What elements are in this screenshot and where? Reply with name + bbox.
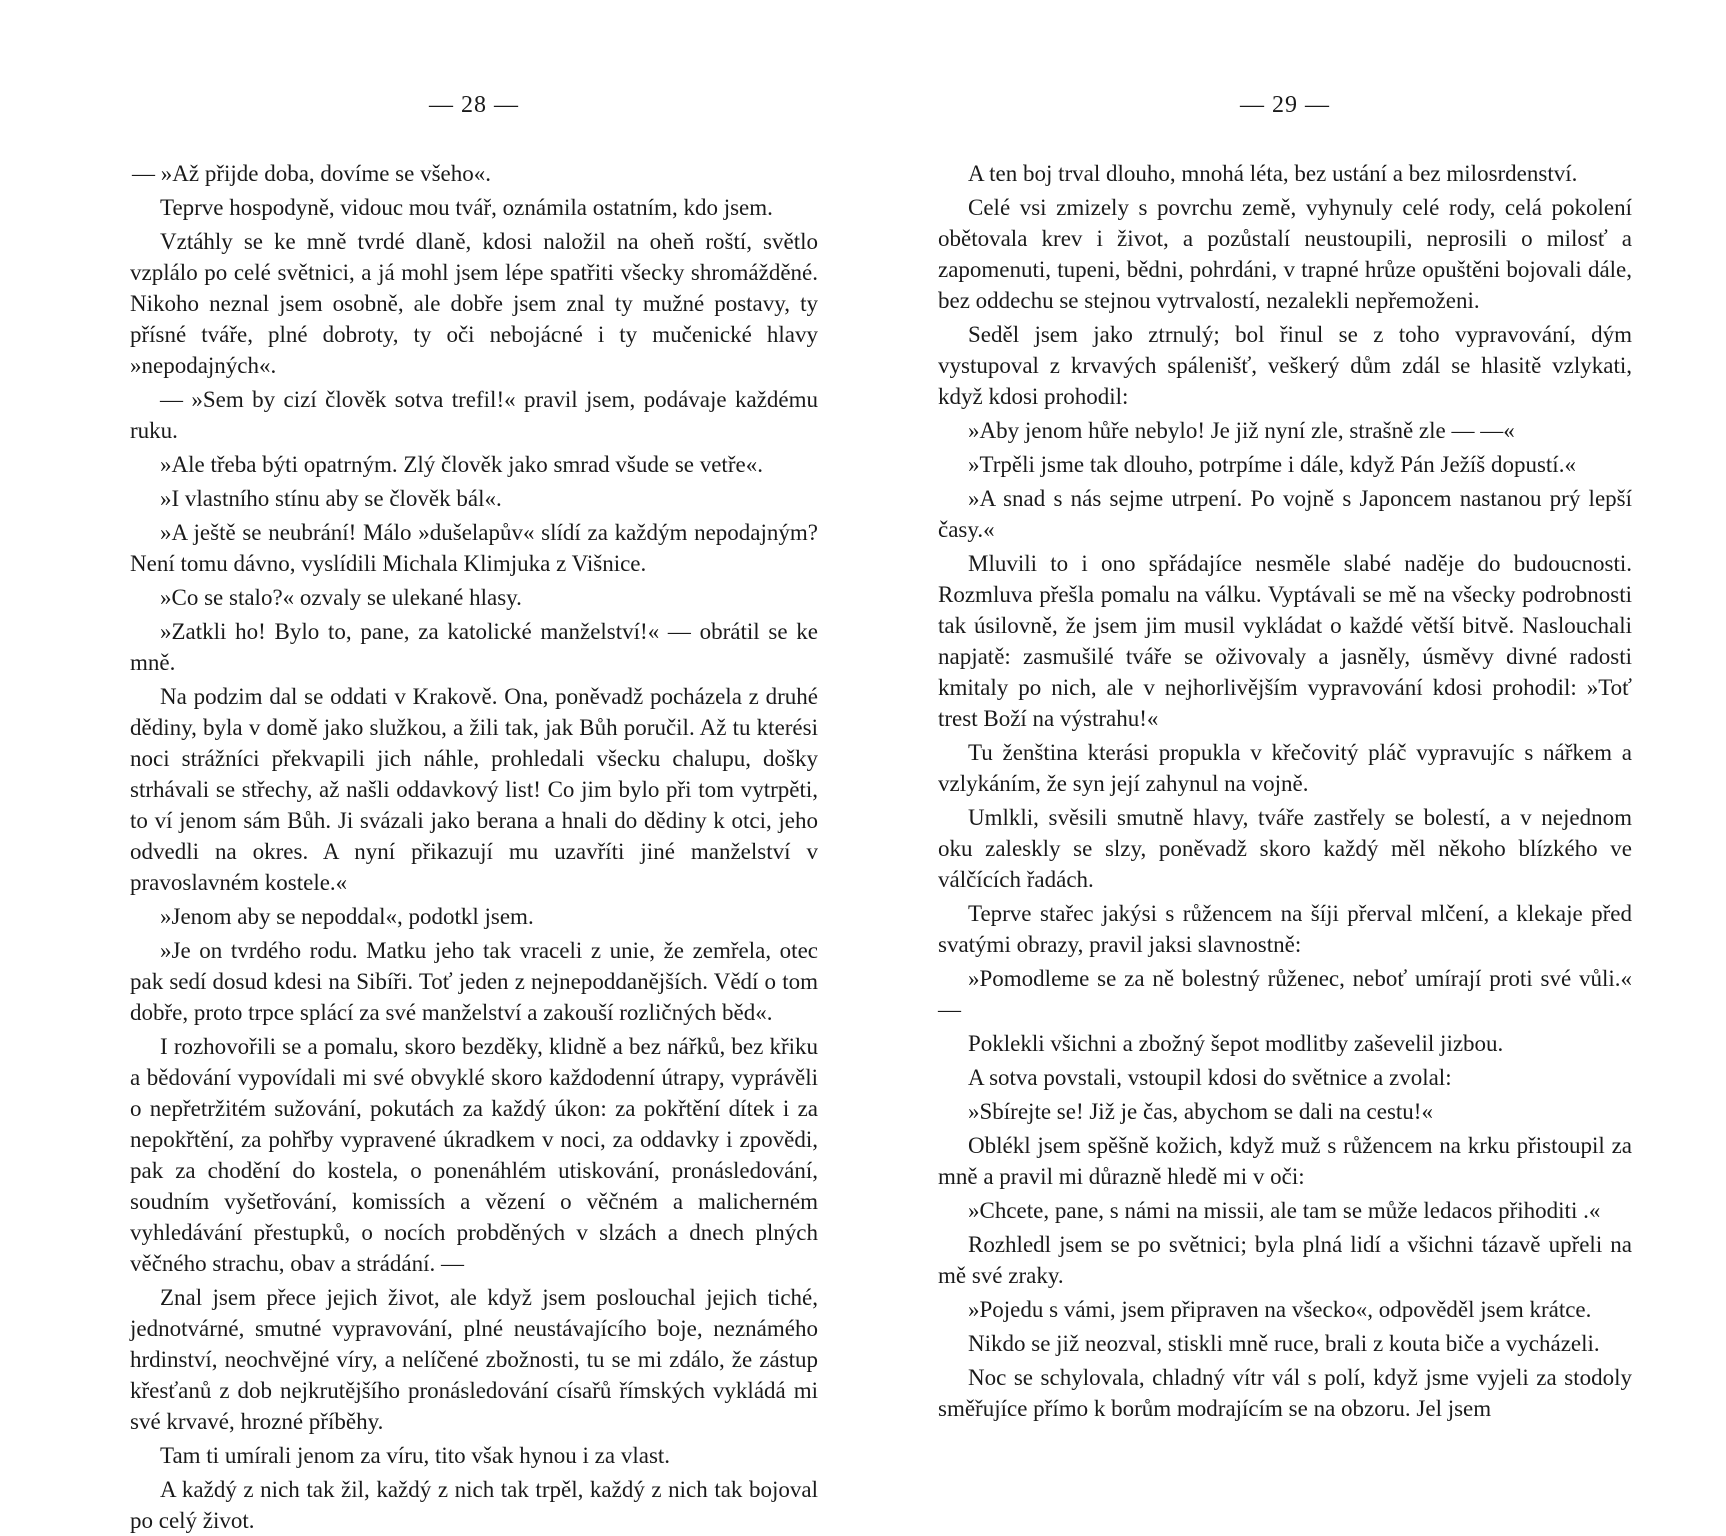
right-page — [938, 0, 1632, 1500]
left-page-number: — 28 — — [429, 92, 519, 118]
paragraph: Poklekli všichni a zbožný šepot modlitby zaševelil jizbou. — [968, 1031, 1504, 1056]
paragraph: Teprve hospodyně, vidouc mou tvář, oznámila ostatním, kdo jsem. — [160, 195, 773, 220]
paragraph: Tu ženština kterási propukla v křečovitý pláč vypravujíc s nářkem a vzlykáním, že syn její zahynul na vojně. — [938, 740, 1632, 796]
paragraph: Teprve stařec jakýsi s růžencem na šíji přerval mlčení, a klekaje před svatými obrazy, pravil jaksi slavnostně: — [938, 901, 1632, 957]
paragraph: »Pojedu s vámi, jsem připraven na všecko«, odpověděl jsem krátce. — [968, 1297, 1592, 1322]
paragraph: Noc se schylovala, chladný vítr vál s polí, když jsme vyjeli za stodoly směřujíce přímo k borům modrajícím se na obzoru. Jel jsem — [938, 1365, 1632, 1421]
paragraph: Celé vsi zmizely s povrchu země, vyhynuly celé rody, celá pokolení obětovala krev i život, a pozůstalí neustoupili, neprosili o milosť a zapomenuti, tupeni, bědni, pohrdáni, v trapné hrůze opuštěni bojovali dále, bez oddechu se stejnou vytrvalostí, nezalekli nepřemoženi. — [938, 195, 1632, 313]
paragraph: A ten boj trval dlouho, mnohá léta, bez ustání a bez milosrdenství. — [968, 161, 1578, 186]
paragraph: »Zatkli ho! Bylo to, pane, za katolické manželství!« — obrátil se ke mně. — [130, 619, 818, 675]
paragraph: »Chcete, pane, s námi na missii, ale tam se může ledacos přihoditi .« — [968, 1198, 1601, 1223]
paragraph: »A snad s nás sejme utrpení. Po vojně s Japoncem nastanou prý lepší časy.« — [938, 486, 1632, 542]
paragraph: Nikdo se již neozval, stiskli mně ruce, brali z kouta biče a vycházeli. — [968, 1331, 1600, 1356]
paragraph: »Sbírejte se! Již je čas, abychom se dali na cestu!« — [968, 1099, 1433, 1124]
paragraph: — »Až přijde doba, dovíme se všeho«. — [132, 161, 491, 186]
paragraph: »Ale třeba býti opatrným. Zlý člověk jako smrad všude se vetře«. — [160, 452, 763, 477]
paragraph: »Trpěli jsme tak dlouho, potrpíme i dále, když Pán Ježíš dopustí.« — [968, 452, 1576, 477]
paragraph: »Jenom aby se nepoddal«, podotkl jsem. — [160, 904, 534, 929]
paragraph: A sotva povstali, vstoupil kdosi do světnice a zvolal: — [968, 1065, 1452, 1090]
paragraph: Tam ti umírali jenom za víru, tito však hynou i za vlast. — [160, 1443, 671, 1468]
paragraph: I rozhovořili se a pomalu, skoro bezděky, klidně a bez nářků, bez křiku a bědování vypovídali mi své obvyklé skoro každodenní útrapy, vyprávěli o nepřetržitém sužování, pokutách za každý úkon: za pokřtění dítek i za nepokřtění, za pohřby vypravené úkradkem v noci, za oddavky i zpovědi, pak za chodění do kostela, o ponenáhlém utiskování, pronásledování, soudním vyšetřování, komissích a vězení o věčném a malicherném vyhledávání přestupků, o nocích probděných v slzách a dnech plných věčného strachu, obav a strádání. — — [130, 1034, 818, 1276]
paragraph: Vztáhly se ke mně tvrdé dlaně, kdosi naložil na oheň roští, světlo vzplálo po celé světnici, a já mohl jsem lépe spatřiti všecky shromážděné. Nikoho neznal jsem osobně, ale dobře jsem znal ty mužné postavy, ty přísné tváře, plné dobroty, ty oči nebojácné i ty mučenické hlavy »nepodajných«. — [130, 229, 818, 378]
left-page — [130, 0, 818, 1533]
right-page-number: — 29 — — [1240, 92, 1330, 118]
paragraph: Oblékl jsem spěšně kožich, když muž s růžencem na krku přistoupil za mně a pravil mi důrazně hledě mi v oči: — [938, 1133, 1632, 1189]
page-gutter — [862, 0, 863, 1500]
paragraph: »Aby jenom hůře nebylo! Je již nyní zle, strašně zle — —« — [968, 418, 1515, 443]
paragraph: — »Sem by cizí člověk sotva trefil!« pravil jsem, podávaje každému ruku. — [130, 387, 818, 443]
paragraph: »I vlastního stínu aby se člověk bál«. — [160, 486, 502, 511]
paragraph: Rozhledl jsem se po světnici; byla plná lidí a všichni tázavě upřeli na mě své zraky. — [938, 1232, 1632, 1288]
paragraph: »Co se stalo?« ozvaly se ulekané hlasy. — [160, 585, 522, 610]
paragraph: A každý z nich tak žil, každý z nich tak trpěl, každý z nich tak bojoval po celý život. — [130, 1477, 818, 1533]
paragraph: Mluvili to i ono spřádajíce nesměle slabé naděje do budoucnosti. Rozmluva přešla pomalu na válku. Vyptávali se mě na všecky podrobnosti tak úsilovně, že jsem jim musil vykládat o každé větší bitvě. Naslouchali napjatě: zasmušilé tváře se oživovaly a jasněly, úsměvy divné radosti kmitaly po nich, ale v nejhorlivějším vypravování kdosi prohodil: »Toť trest Boží na výstrahu!« — [938, 551, 1632, 731]
left-page-text — [130, 158, 818, 1536]
paragraph: Znal jsem přece jejich život, ale když jsem poslouchal jejich tiché, jednotvárné, smutné vypravování, plné neustávajícího boje, neznámého hrdinství, neochvějné víry, a nelíčené zbožnosti, tu se mi zdálo, že zástup křesťanů z dob nejkrutějšího pronásledování císařů římských vykládá mi své krvavé, hrozné příběhy. — [130, 1285, 818, 1434]
right-page-text — [938, 158, 1632, 1424]
paragraph: »Je on tvrdého rodu. Matku jeho tak vraceli z unie, že zemřela, otec pak sedí dosud kdesi na Sibíři. Toť jeden z nejnepoddanějších. Vědí o tom dobře, proto trpce splácí za své manželství a zakouší rozličných běd«. — [130, 938, 818, 1025]
paragraph: Na podzim dal se oddati v Krakově. Ona, poněvadž pocházela z druhé dědiny, byla v domě jako služkou, a žili tak, jak Bůh poručil. Až tu kterési noci strážníci překvapili jich náhle, prohledali všecku chalupu, došky strhávali se střechy, až našli oddavkový list! Co jim bylo při tom vytrpěti, to ví jenom sám Bůh. Ji svázali jako berana a hnali do dědiny k otci, jeho odvedli na okres. A nyní přikazují mu uzavříti jiné manželství v pravoslavném kostele.« — [130, 684, 818, 895]
paragraph: Seděl jsem jako ztrnulý; bol řinul se z toho vypravování, dým vystupoval z krvavých spálenišť, veškerý dům zdál se hlasitě vzlykati, když kdosi prohodil: — [938, 322, 1632, 409]
paragraph: Umlkli, svěsili smutně hlavy, tváře zastřely se bolestí, a v nejednom oku zaleskly se slzy, poněvadž skoro každý měl někoho blízkého ve válčících řadách. — [938, 805, 1632, 892]
paragraph: »A ještě se neubrání! Málo »dušelapův« slídí za každým nepodajným? Není tomu dávno, vyslídili Michala Klimjuka z Višnice. — [130, 520, 818, 576]
paragraph: »Pomodleme se za ně bolestný růženec, neboť umírají proti své vůli.« — — [938, 966, 1632, 1022]
